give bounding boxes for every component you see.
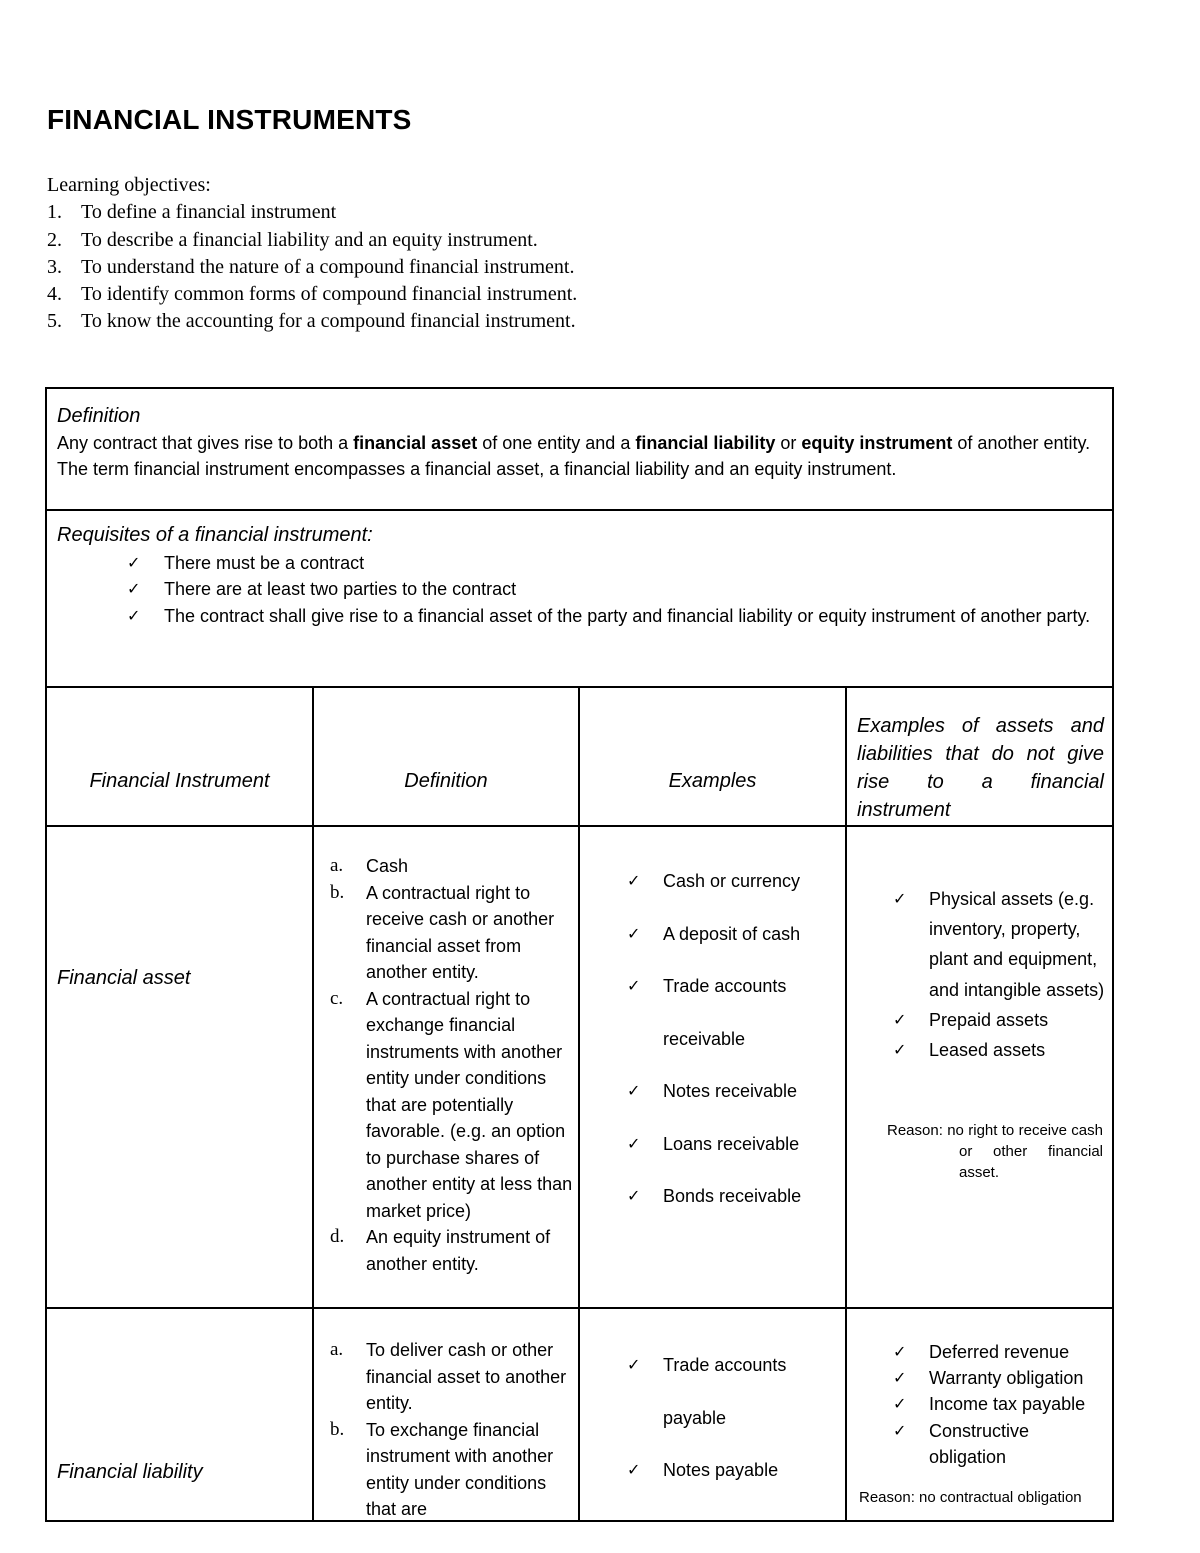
list-item: ✓ Physical assets (e.g. inventory, property, plant and equipment, and intangible assets)	[893, 884, 1105, 1005]
instrument-table	[45, 387, 1114, 1522]
list-item: ✓ Notes payable	[627, 1444, 842, 1497]
row-label-financial-asset: Financial asset	[57, 967, 191, 989]
list-item: ✓ Leased assets	[893, 1035, 1105, 1065]
check-icon: ✓	[893, 1368, 907, 1388]
objectives-list	[47, 199, 577, 335]
liability-non-examples	[893, 1339, 1105, 1470]
definition-section	[57, 403, 1097, 483]
objective-item: 5. To know the accounting for a compound financial instrument.	[47, 310, 576, 333]
list-item: ✓ Warranty obligation	[893, 1365, 1105, 1391]
check-icon: ✓	[127, 579, 141, 598]
check-icon: ✓	[893, 1009, 907, 1029]
objectives-heading: Learning objectives:	[47, 174, 211, 196]
asset-definition	[330, 853, 575, 1277]
page-title: FINANCIAL INSTRUMENTS	[47, 104, 412, 135]
asset-reason: Reason: no right to receive cash or other financial asset.	[887, 1122, 1103, 1181]
list-item: d. An equity instrument of another entity.	[330, 1226, 551, 1274]
check-icon: ✓	[627, 1355, 641, 1374]
objective-item: 2. To describe a financial liability and an equity instrument.	[47, 228, 538, 251]
definition-label: Definition	[57, 405, 141, 427]
list-item: ✓ Bonds receivable	[627, 1170, 842, 1223]
check-icon: ✓	[893, 1342, 907, 1361]
objective-item: 3. To understand the nature of a compound financial instrument.	[47, 255, 575, 278]
check-icon: ✓	[627, 976, 641, 995]
check-icon: ✓	[627, 923, 641, 943]
list-item: ✓ Loans receivable	[627, 1118, 842, 1171]
check-icon: ✓	[893, 1394, 907, 1414]
asset-non-examples	[893, 884, 1105, 1065]
objective-item: 1. To define a financial instrument	[47, 201, 337, 224]
divider	[47, 509, 1112, 511]
row-label-financial-liability: Financial liability	[57, 1461, 203, 1483]
column-header-definition: Definition	[404, 770, 488, 792]
list-item: ✓ Cash or currency	[627, 855, 842, 908]
list-item: ✓ Prepaid assets	[893, 1005, 1105, 1035]
objective-item: 4. To identify common forms of compound financial instrument.	[47, 283, 578, 306]
check-icon: ✓	[627, 1460, 641, 1479]
liability-reason: Reason: no contractual obligation	[859, 1489, 1082, 1506]
check-icon: ✓	[893, 1040, 907, 1060]
definition-text: Any contract that gives rise to both a financial asset of one entity and a financial liability or equity instrument of another entity.	[57, 432, 1091, 453]
check-icon: ✓	[627, 1081, 641, 1100]
definition-note: The term financial instrument encompasses a financial asset, a financial liability and an equity instrument.	[57, 459, 897, 479]
check-icon: ✓	[127, 552, 141, 572]
asset-examples	[627, 855, 842, 1223]
list-item: c. A contractual right to exchange financial instruments with another entity under conditions that are potentially favorable. (e.g. an option to purchase shares of another entity at less than market price)	[330, 987, 573, 1221]
liability-examples	[627, 1339, 842, 1497]
list-item: ✓ There must be a contract	[57, 550, 1097, 577]
learning-objectives	[47, 172, 577, 336]
check-icon: ✓	[627, 871, 641, 890]
check-icon: ✓	[627, 1186, 641, 1205]
list-item: a. To deliver cash or other financial asset to another entity.	[330, 1339, 567, 1413]
list-item: ✓ Constructive obligation	[893, 1418, 1105, 1470]
list-item: ✓ Trade accounts receivable	[627, 960, 842, 1065]
list-item: ✓ Notes receivable	[627, 1065, 842, 1118]
divider	[578, 686, 580, 1520]
list-item: ✓ Deferred revenue	[893, 1339, 1105, 1365]
list-item: ✓ There are at least two parties to the contract	[57, 576, 1097, 603]
column-header-non-examples: Examples of assets and liabilities that do not give rise to a financial instrument	[857, 715, 1104, 821]
list-item: ✓ Trade accounts payable	[627, 1339, 842, 1444]
list-item: ✓ A deposit of cash	[627, 908, 842, 961]
divider	[312, 686, 314, 1520]
liability-definition	[330, 1337, 575, 1523]
check-icon: ✓	[893, 1420, 907, 1440]
list-item: a. Cash	[330, 855, 409, 876]
list-item: ✓ Income tax payable	[893, 1391, 1105, 1417]
check-icon: ✓	[893, 889, 907, 908]
column-header-instrument: Financial Instrument	[89, 770, 270, 792]
divider	[845, 686, 847, 1520]
column-header-examples: Examples	[668, 770, 757, 792]
requisites-section	[57, 522, 1097, 629]
check-icon: ✓	[127, 605, 141, 625]
check-icon: ✓	[627, 1133, 641, 1153]
list-item: ✓ The contract shall give rise to a financial asset of the party and financial liability or equity instrument of another party.	[57, 603, 1097, 630]
list-item: b. A contractual right to receive cash or another financial asset from another entity.	[330, 881, 555, 982]
list-item: b. To exchange financial instrument with another entity under conditions that are	[330, 1418, 554, 1519]
requisites-list	[57, 550, 1097, 630]
requisites-label: Requisites of a financial instrument:	[57, 524, 373, 546]
